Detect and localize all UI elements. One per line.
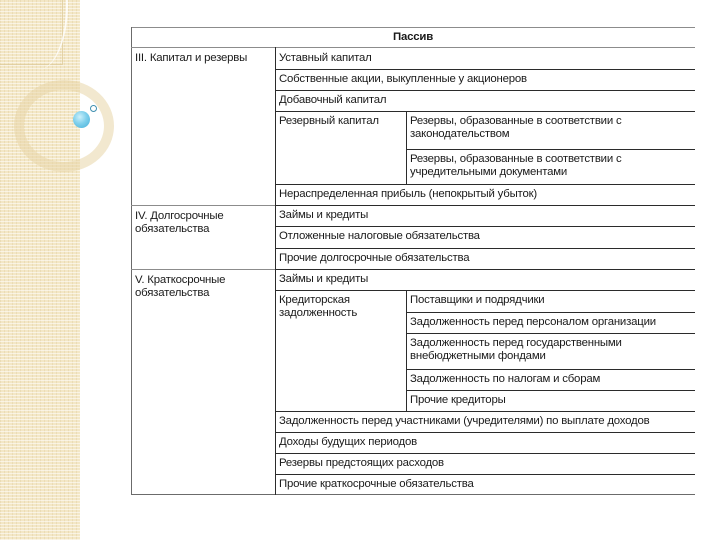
row-reserve-capital: Резервный капитал <box>279 115 379 127</box>
column-divider <box>275 47 276 495</box>
section-label-longterm-line1: IV. Долгосрочные <box>135 210 224 222</box>
liabilities-table <box>131 27 695 495</box>
row-other-creditors: Прочие кредиторы <box>410 394 506 406</box>
row-state-funds-debt-line1: Задолженность перед государственными <box>410 337 622 349</box>
row-divider <box>275 226 695 227</box>
section-divider-iv <box>131 205 275 206</box>
row-divider <box>406 312 695 313</box>
row-state-funds-debt <box>410 337 622 363</box>
row-additional-capital: Добавочный капитал <box>279 94 387 106</box>
row-suppliers: Поставщики и подрядчики <box>410 294 545 306</box>
row-divider <box>275 432 695 433</box>
row-divider <box>275 411 695 412</box>
header-divider <box>131 47 695 48</box>
row-divider <box>275 111 695 112</box>
row-divider <box>406 390 695 391</box>
row-accounts-payable <box>279 294 357 320</box>
row-divider <box>275 69 695 70</box>
row-deferred-tax: Отложенные налоговые обязательства <box>279 230 480 242</box>
row-founders-debt: Задолженность перед участниками (учредителями) по выплате доходов <box>279 415 650 427</box>
row-divider <box>275 90 695 91</box>
section-label-shortterm-line1: V. Краткосрочные <box>135 274 226 286</box>
decorative-ring <box>14 80 114 172</box>
row-reserves-by-law-line2: законодательством <box>410 128 510 140</box>
row-authorized-capital: Уставный капитал <box>279 52 372 64</box>
section-label-shortterm <box>135 274 225 300</box>
row-divider <box>406 149 695 150</box>
row-reserves-by-charter-line2: учредительными документами <box>410 166 568 178</box>
row-staff-debt: Задолженность перед персоналом организации <box>410 316 656 328</box>
row-retained-earnings: Нераспределенная прибыль (непокрытый убыток) <box>279 188 537 200</box>
row-divider <box>275 453 695 454</box>
row-divider <box>275 248 695 249</box>
table-header-title: Пассив <box>393 31 433 43</box>
section-label-shortterm-line2: обязательства <box>135 287 210 299</box>
row-longterm-loans: Займы и кредиты <box>279 209 369 221</box>
row-divider <box>275 184 695 185</box>
row-reserves-by-law <box>410 115 621 141</box>
row-accounts-payable-line2: задолженность <box>279 307 358 319</box>
section-divider-v <box>131 269 275 270</box>
table-border-bottom <box>131 494 695 495</box>
row-accounts-payable-line1: Кредиторская <box>279 294 350 306</box>
row-reserves-by-law-line1: Резервы, образованные в соответствии с <box>410 115 622 127</box>
row-divider <box>275 474 695 475</box>
section-label-longterm <box>135 210 224 236</box>
row-state-funds-debt-line2: внебюджетными фондами <box>410 350 546 362</box>
row-divider <box>275 205 695 206</box>
section-label-capital: III. Капитал и резервы <box>135 52 248 64</box>
subcolumn-divider-reserves <box>406 111 407 184</box>
row-reserves-by-charter <box>410 153 621 179</box>
row-divider <box>275 269 695 270</box>
row-divider <box>406 369 695 370</box>
table-border-top <box>131 27 695 28</box>
row-other-shortterm: Прочие краткосрочные обязательства <box>279 478 474 490</box>
row-divider <box>275 290 695 291</box>
section-label-longterm-line2: обязательства <box>135 223 210 235</box>
row-tax-debt: Задолженность по налогам и сборам <box>410 373 601 385</box>
row-reserves-by-charter-line1: Резервы, образованные в соответствии с <box>410 153 622 165</box>
decorative-sidebar <box>0 0 80 540</box>
table-border-left <box>131 27 132 495</box>
bubble-icon <box>73 111 90 128</box>
row-deferred-income: Доходы будущих периодов <box>279 436 417 448</box>
row-other-longterm: Прочие долгосрочные обязательства <box>279 252 470 264</box>
row-future-expense-reserves: Резервы предстоящих расходов <box>279 457 444 469</box>
row-treasury-shares: Собственные акции, выкупленные у акционеров <box>279 73 527 85</box>
small-bubble-icon <box>90 105 97 112</box>
row-divider <box>406 333 695 334</box>
subcolumn-divider-payables <box>406 290 407 411</box>
row-shortterm-loans: Займы и кредиты <box>279 273 369 285</box>
